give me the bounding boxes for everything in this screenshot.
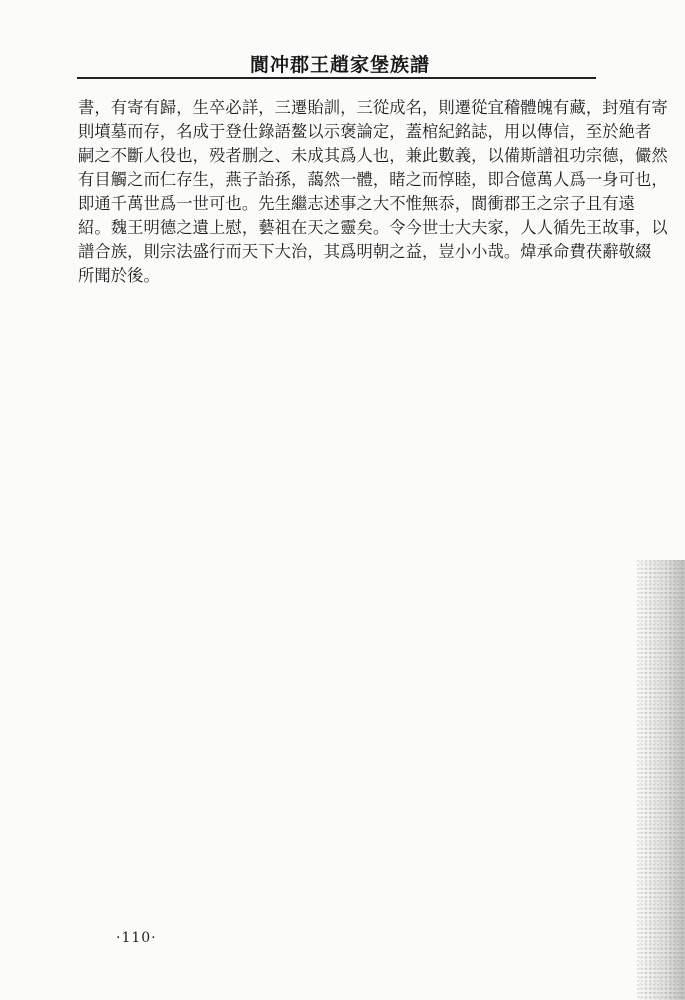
text-line: 所聞於後。: [78, 266, 160, 285]
text-line: 嗣之不斷人役也，殁者删之、未成其爲人也，兼此數義，以備斯譜祖功宗德，儼然: [78, 146, 668, 165]
page-number: ·110·: [116, 930, 157, 946]
text-line: 則墳墓而存，名成于登仕錄語鳌以示褒論定，蓋棺紀銘誌，用以傳信，至於絶者: [78, 122, 652, 141]
running-header-title: 閬冲郡王趙家堡族譜: [250, 54, 431, 76]
scan-edge-shading: [637, 560, 685, 1000]
text-line: 書，有寄有歸，生卒必詳，三遷貽訓，三從成名，則遷從宜稽體魄有藏，封殖有寄: [78, 98, 668, 117]
text-line: 有目觸之而仁存生，燕子詒孫，藹然一體，睹之而惇睦，即合億萬人爲一身可也，: [78, 170, 668, 189]
body-text: [78, 96, 668, 288]
header-rule: [77, 77, 596, 79]
text-line: 紹。魏王明德之遺上慰，藝祖在天之靈矣。令今世士大夫家，人人循先王故事，以: [78, 218, 668, 237]
text-line: 譜合族，則宗法盛行而天下大治，其爲明朝之益，豈小小哉。煒承命費茯辭敬綴: [78, 242, 652, 261]
text-line: 即通千萬世爲一世可也。先生繼志述事之大不惟無忝，閬衝郡王之宗子且有遠: [78, 194, 635, 213]
